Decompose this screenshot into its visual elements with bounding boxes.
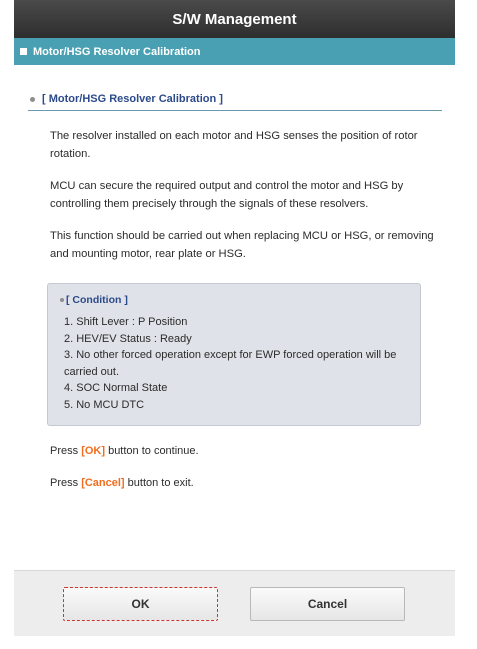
- square-icon: [20, 48, 27, 55]
- condition-box: [47, 283, 421, 426]
- bullet-icon: [30, 97, 35, 102]
- bullet-icon: [60, 298, 64, 302]
- content-heading: [28, 93, 442, 111]
- cancel-instruction-prefix: Press: [50, 477, 82, 489]
- ok-instruction-prefix: Press: [50, 445, 82, 457]
- description-paragraph: This function should be carried out when replacing MCU or HSG, or removing and mounting motor, rear plate or HSG.: [50, 230, 434, 260]
- condition-title-text: [ Condition ]: [66, 294, 128, 306]
- condition-item: 2. HEV/EV Status : Ready: [64, 332, 192, 345]
- heading-text: [ Motor/HSG Resolver Calibration ]: [42, 93, 223, 105]
- cancel-instruction-suffix: button to exit.: [124, 477, 194, 489]
- section-header: [14, 38, 455, 65]
- condition-item: 4. SOC Normal State: [64, 382, 168, 394]
- ok-instruction: [50, 445, 199, 457]
- description-paragraph: The resolver installed on each motor and HSG senses the position of rotor rotation.: [50, 130, 418, 160]
- cancel-key-label: [Cancel]: [81, 477, 125, 489]
- ok-button[interactable]: OK: [63, 587, 218, 621]
- condition-title: [60, 294, 412, 306]
- condition-item: 1. Shift Lever : P Position: [64, 316, 188, 328]
- button-footer: [14, 570, 455, 636]
- window-title: S/W Management: [14, 0, 455, 38]
- content-area: [14, 65, 455, 570]
- description-paragraph: MCU can secure the required output and control the motor and HSG by controlling them precisely through the signals of these resolvers.: [50, 180, 404, 210]
- condition-item: 3. No other forced operation except for EWP forced operation will be carried out.: [64, 349, 397, 378]
- ok-instruction-suffix: button to continue.: [105, 445, 199, 457]
- cancel-instruction: [50, 477, 194, 489]
- cancel-button[interactable]: Cancel: [250, 587, 405, 621]
- section-title: Motor/HSG Resolver Calibration: [33, 45, 201, 58]
- dialog-window: [14, 0, 455, 636]
- ok-key-label: [OK]: [81, 445, 106, 457]
- condition-item: 5. No MCU DTC: [64, 398, 145, 411]
